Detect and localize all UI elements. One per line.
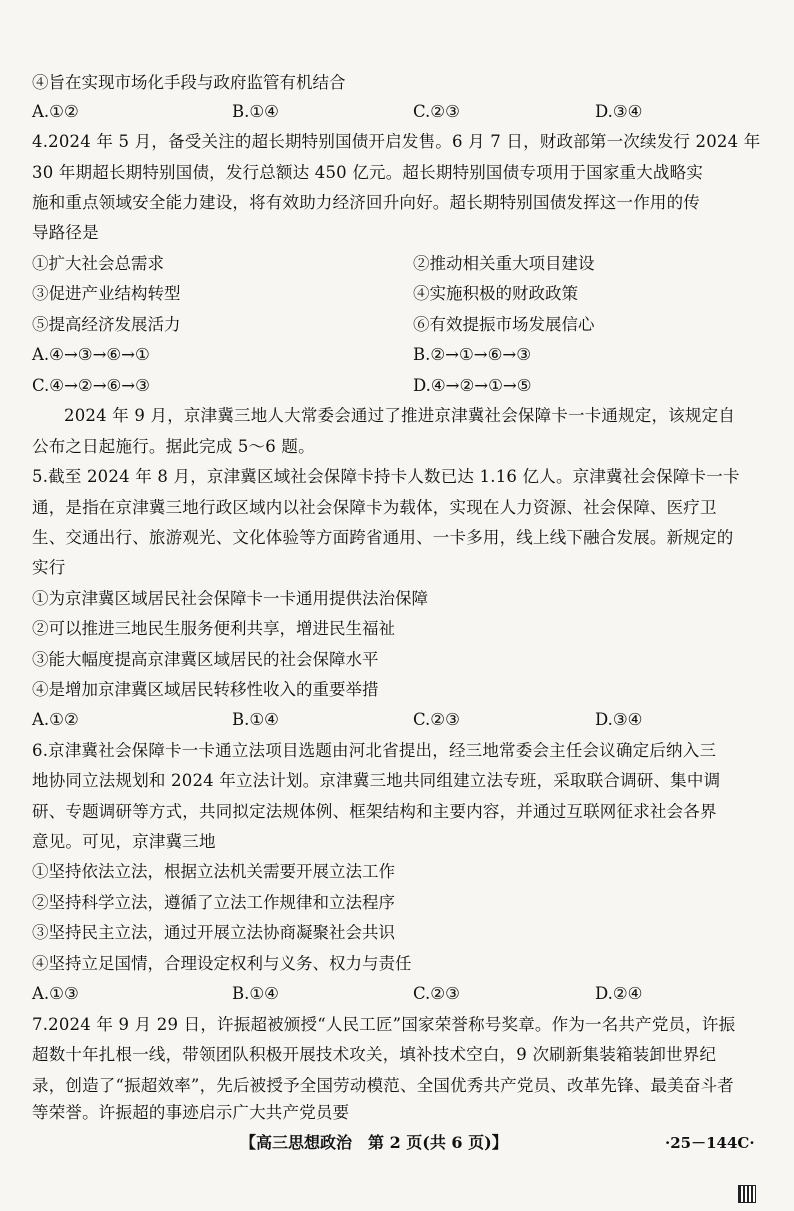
q6-option-c: C.②③: [413, 984, 460, 1003]
q4-statement-1: ①扩大社会总需求: [32, 254, 164, 273]
q4-statement-6: ⑥有效提振市场发展信心: [413, 315, 595, 334]
q4-statement-5: ⑤提高经济发展活力: [32, 315, 181, 334]
material-line: 公布之日起施行。据此完成 5～6 题。: [32, 437, 315, 456]
q4-option-c: C.④→②→⑥→③: [32, 376, 150, 395]
q5-option-b: B.①④: [232, 710, 279, 729]
q5-stem-line: 实行: [32, 558, 66, 577]
q6-option-d: D.②④: [595, 984, 643, 1003]
q6-option-b: B.①④: [232, 984, 279, 1003]
page-footer-title: 【高三思想政治 第 2 页(共 6 页)】: [240, 1133, 508, 1152]
qr-code-icon: [738, 1185, 756, 1203]
q4-statements-row: [32, 283, 772, 305]
q5-option-c: C.②③: [413, 710, 460, 729]
q5-statement-3: ③能大幅度提高京津冀区域居民的社会保障水平: [32, 650, 379, 669]
q4-option-a: A.④→③→⑥→①: [32, 345, 150, 364]
q3-option-c: C.②③: [413, 102, 460, 121]
q7-stem-line: 等荣誉。许振超的事迹启示广大共产党员要: [32, 1103, 350, 1122]
q5-option-d: D.③④: [595, 710, 643, 729]
q4-statements-row: [32, 253, 772, 275]
q6-stem-line: 研、专题调研等方式，共同拟定法规体例、框架结构和主要内容，并通过互联网征求社会各界: [32, 802, 717, 821]
q7-stem-line: 7.2024 年 9 月 29 日，许振超被颁授“人民工匠”国家荣誉称号奖章。作为一名共产党员，许振: [32, 1015, 736, 1034]
q4-statements-row: [32, 314, 772, 336]
q5-statement-1: ①为京津冀区域居民社会保障卡一卡通用提供法治保障: [32, 589, 428, 608]
q5-stem-line: 5.截至 2024 年 8 月，京津冀区域社会保障卡持卡人数已达 1.16 亿人。京津冀社会保障卡一卡: [32, 467, 740, 486]
material-line: 2024 年 9 月，京津冀三地人大常委会通过了推进京津冀社会保障卡一卡通规定，该规定自: [64, 406, 736, 425]
q4-stem-line: 导路径是: [32, 223, 99, 242]
q6-statement-4: ④坚持立足国情，合理设定权利与义务、权力与责任: [32, 954, 412, 973]
q6-statement-3: ③坚持民主立法，通过开展立法协商凝聚社会共识: [32, 923, 395, 942]
q6-options: [32, 983, 772, 1005]
q4-options-row: [32, 344, 772, 366]
q6-statement-2: ②坚持科学立法，遵循了立法工作规律和立法程序: [32, 893, 395, 912]
q5-option-a: A.①②: [32, 710, 79, 729]
q3-options: [32, 101, 772, 123]
q4-stem-line: 施和重点领域安全能力建设，将有效助力经济回升向好。超长期特别国债发挥这一作用的传: [32, 193, 700, 212]
q4-statement-3: ③促进产业结构转型: [32, 284, 181, 303]
q4-stem-line: 4.2024 年 5 月，备受关注的超长期特别国债开启发售。6 月 7 日，财政部第一次续发行 2024 年: [32, 132, 761, 151]
q4-statement-2: ②推动相关重大项目建设: [413, 254, 595, 273]
q5-options: [32, 709, 772, 731]
q5-stem-line: 通，是指在京津冀三地行政区域内以社会保障卡为载体，实现在人力资源、社会保障、医疗卫: [32, 498, 717, 517]
q5-statement-4: ④是增加京津冀区域居民转移性收入的重要举措: [32, 680, 379, 699]
q4-statement-4: ④实施积极的财政政策: [413, 284, 578, 303]
q3-option-a: A.①②: [32, 102, 79, 121]
q4-option-b: B.②→①→⑥→③: [413, 345, 532, 364]
q4-options-row: [32, 375, 772, 397]
q6-stem-line: 地协同立法规划和 2024 年立法计划。京津冀三地共同组建立法专班，采取联合调研、集中调: [32, 771, 721, 790]
q6-statement-1: ①坚持依法立法，根据立法机关需要开展立法工作: [32, 862, 395, 881]
q6-stem-line: 6.京津冀社会保障卡一卡通立法项目选题由河北省提出，经三地常委会主任会议确定后纳入三: [32, 741, 717, 760]
q3-option-d: D.③④: [595, 102, 643, 121]
q4-stem-line: 30 年期超长期特别国债，发行总额达 450 亿元。超长期特别国债专项用于国家重大战略实: [32, 163, 704, 182]
q3-statement-4: ④旨在实现市场化手段与政府监管有机结合: [32, 73, 346, 92]
q6-stem-line: 意见。可见，京津冀三地: [32, 832, 216, 851]
q3-option-b: B.①④: [232, 102, 279, 121]
q4-option-d: D.④→②→①→⑤: [413, 376, 532, 395]
q7-stem-line: 录，创造了“振超效率”，先后被授予全国劳动模范、全国优秀共产党员、改革先锋、最美奋斗者: [32, 1076, 734, 1095]
q7-stem-line: 超数十年扎根一线，带领团队积极开展技术攻关，填补技术空白，9 次刷新集装箱装卸世界纪: [32, 1045, 717, 1064]
q5-statement-2: ②可以推进三地民生服务便利共享，增进民生福祉: [32, 619, 395, 638]
paper-code: ·25－144C·: [665, 1134, 755, 1152]
q5-stem-line: 生、交通出行、旅游观光、文化体验等方面跨省通用、一卡多用，线上线下融合发展。新规定的: [32, 528, 734, 547]
q6-option-a: A.①③: [32, 984, 79, 1003]
